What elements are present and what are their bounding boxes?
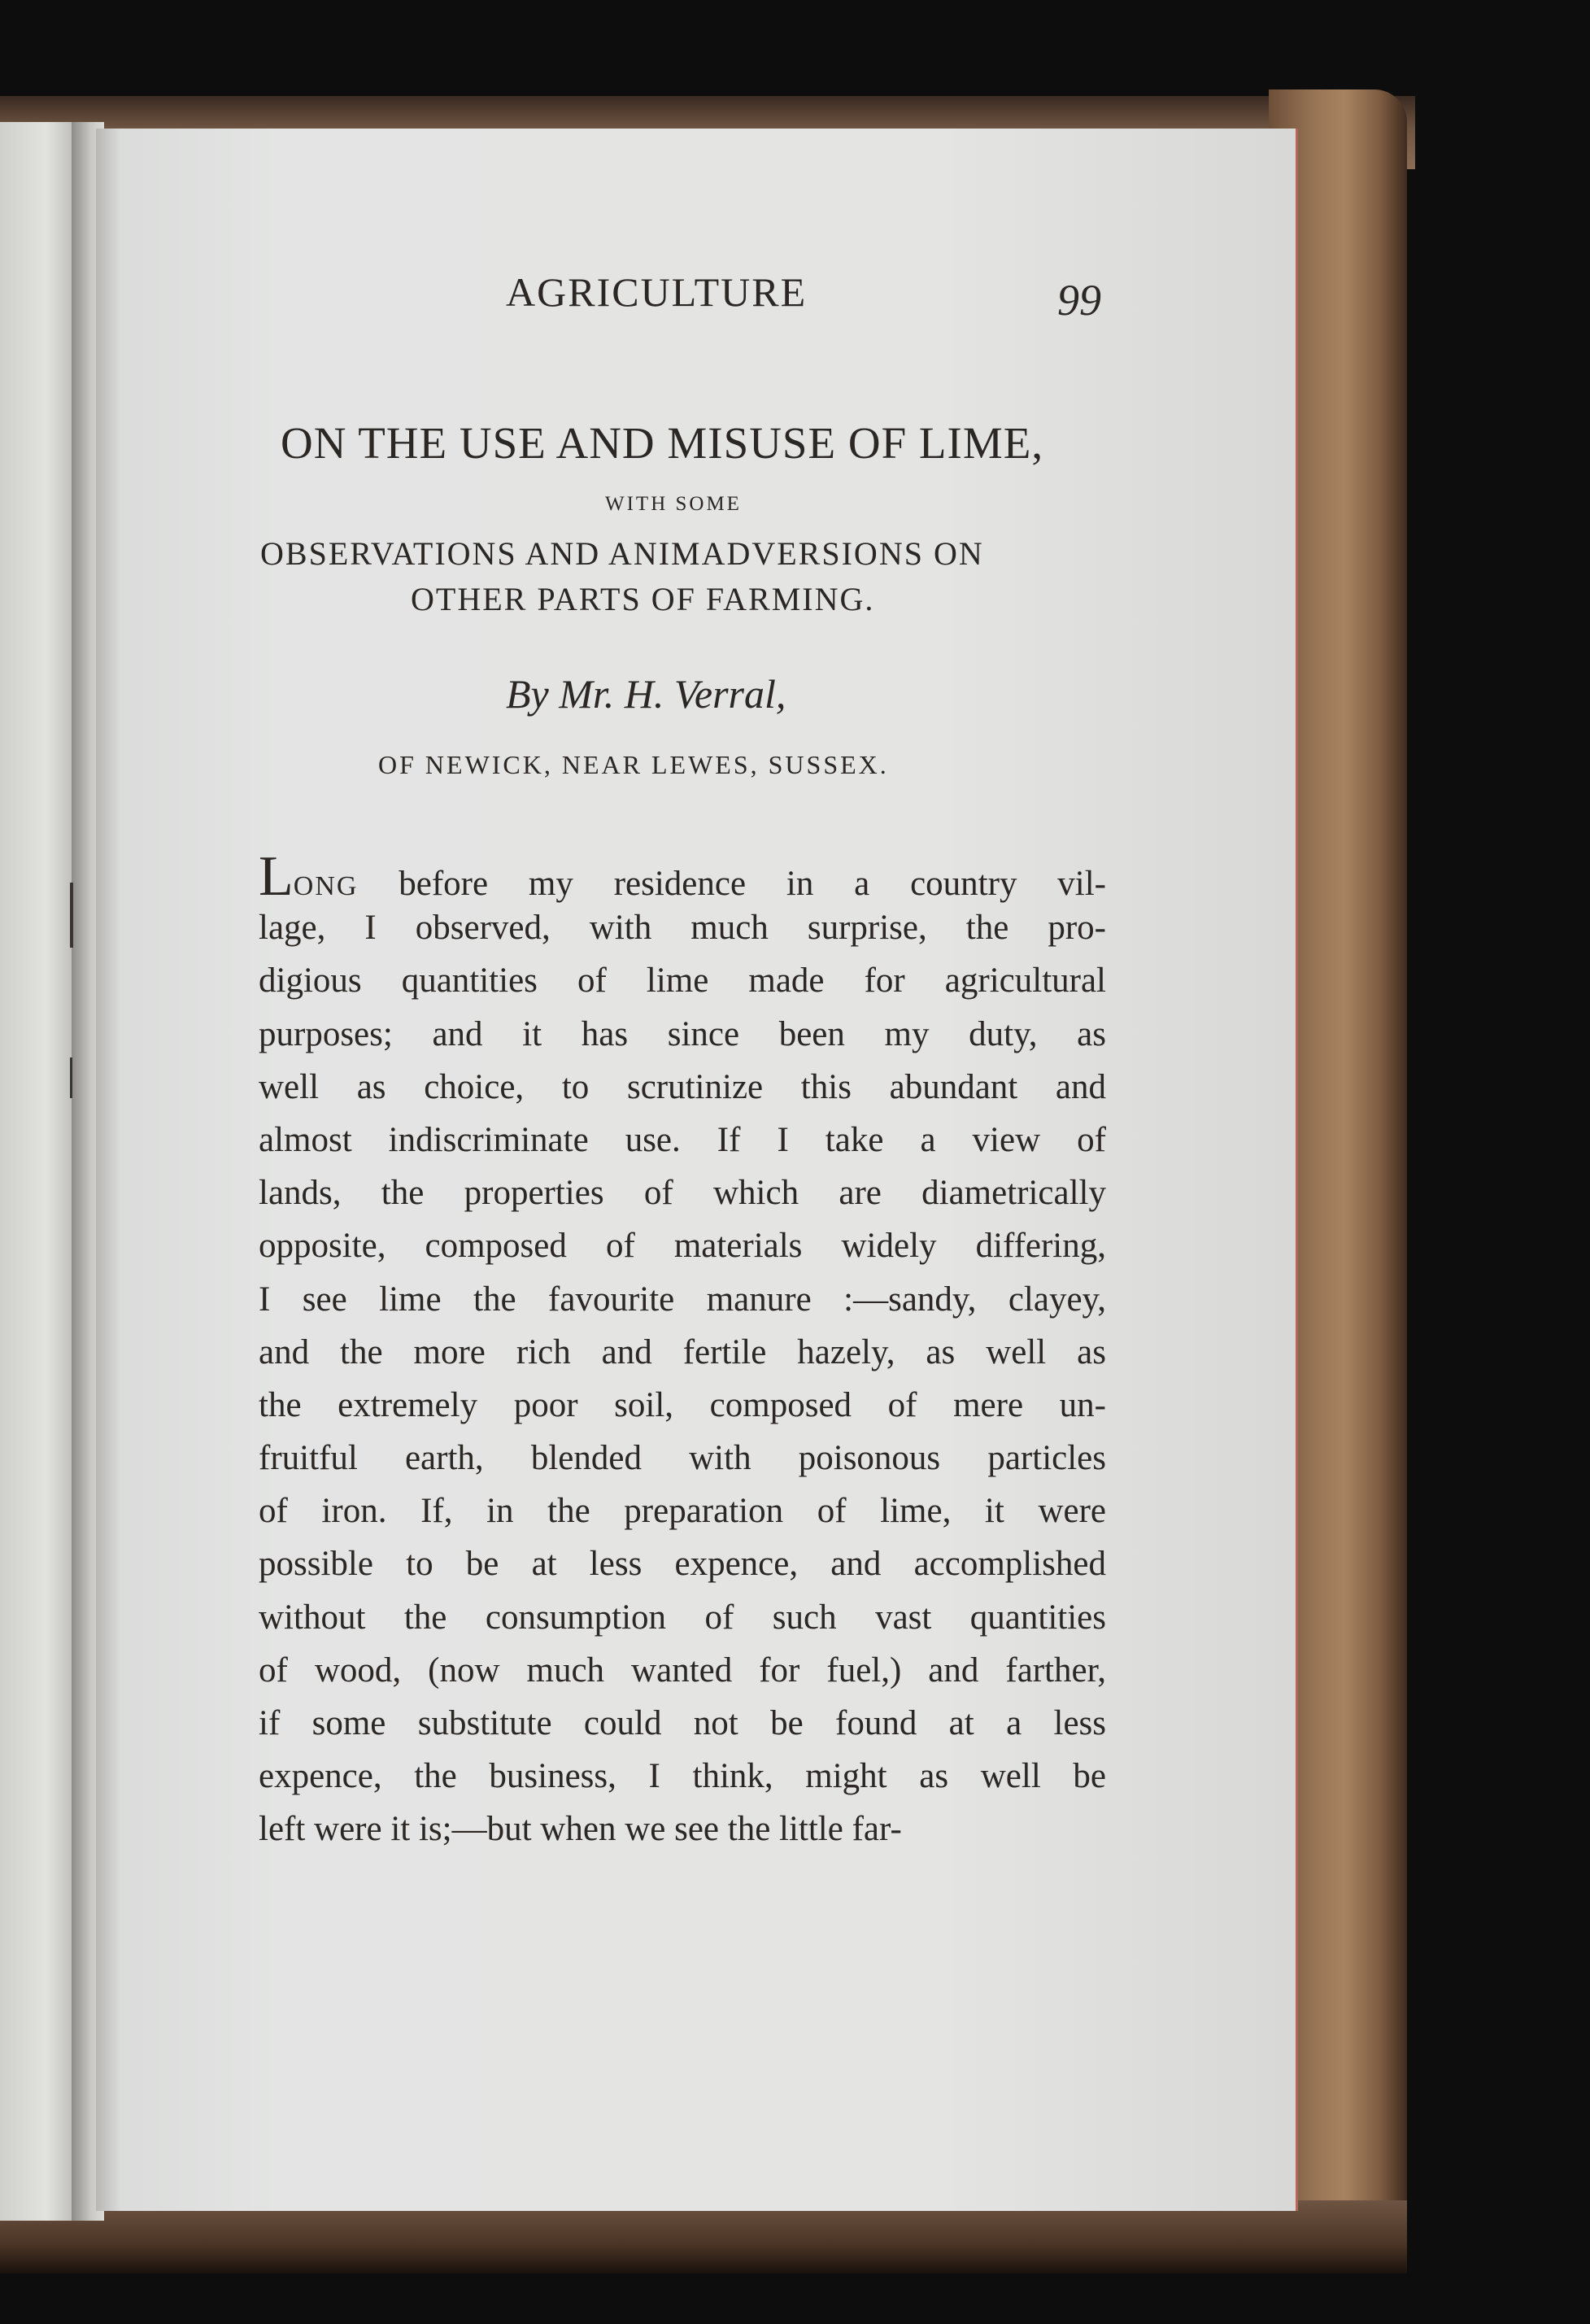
left-page-edge xyxy=(0,122,77,2221)
drop-cap: L xyxy=(259,845,294,908)
body-line: fruitful earth, blended with poisonous particles xyxy=(259,1439,1106,1478)
body-line: without the consumption of such vast quantities xyxy=(259,1598,1106,1637)
article-title: ON THE USE AND MISUSE OF LIME, xyxy=(281,418,1044,468)
page-number: 99 xyxy=(1057,276,1101,325)
body-line: expence, the business, I think, might as well be xyxy=(259,1757,1106,1796)
body-line: digious quantities of lime made for agricultural xyxy=(259,961,1106,1001)
body-line: lands, the properties of which are diametrically xyxy=(259,1174,1106,1213)
body-line: lage, I observed, with much surprise, the pro- xyxy=(259,909,1106,948)
body-line: purposes; and it has since been my duty, as xyxy=(259,1014,1106,1053)
small-caps-word: ONG xyxy=(293,871,359,901)
page-shadow xyxy=(96,129,120,2211)
body-line: I see lime the favourite manure :—sandy, clayey, xyxy=(259,1280,1106,1319)
body-line xyxy=(259,845,1106,908)
body-line: if some substitute could not be found at a less xyxy=(259,1704,1106,1742)
body-line-text: before my residence in a country vil- xyxy=(358,865,1106,903)
book-cover-bottom-edge xyxy=(0,2200,1407,2274)
running-title: AGRICULTURE xyxy=(506,269,808,315)
body-line: the extremely poor soil, composed of mere un- xyxy=(259,1385,1106,1424)
body-line: of wood, (now much wanted for fuel,) and farther, xyxy=(259,1650,1106,1690)
article-subtitle-line-2: OTHER PARTS OF FARMING. xyxy=(411,581,875,617)
body-line: left were it is;—but when we see the little far- xyxy=(259,1810,902,1849)
body-line: almost indiscriminate use. If I take a view of xyxy=(259,1120,1106,1159)
margin-mark xyxy=(70,1057,72,1098)
article-title-with-some: WITH SOME xyxy=(605,493,742,515)
margin-mark xyxy=(70,883,73,948)
article-location: OF NEWICK, NEAR LEWES, SUSSEX. xyxy=(378,750,889,779)
article-subtitle-line-1: OBSERVATIONS AND ANIMADVERSIONS ON xyxy=(260,535,984,572)
body-line: of iron. If, in the preparation of lime, it were xyxy=(259,1492,1106,1531)
body-text xyxy=(259,845,1106,1856)
body-line: well as choice, to scrutinize this abundant and xyxy=(259,1067,1106,1106)
body-line: possible to be at less expence, and accomplished xyxy=(259,1545,1106,1584)
body-line: opposite, composed of materials widely differing, xyxy=(259,1227,1106,1266)
body-line: and the more rich and fertile hazely, as well as xyxy=(259,1332,1106,1371)
article-byline: By Mr. H. Verral, xyxy=(506,671,786,717)
